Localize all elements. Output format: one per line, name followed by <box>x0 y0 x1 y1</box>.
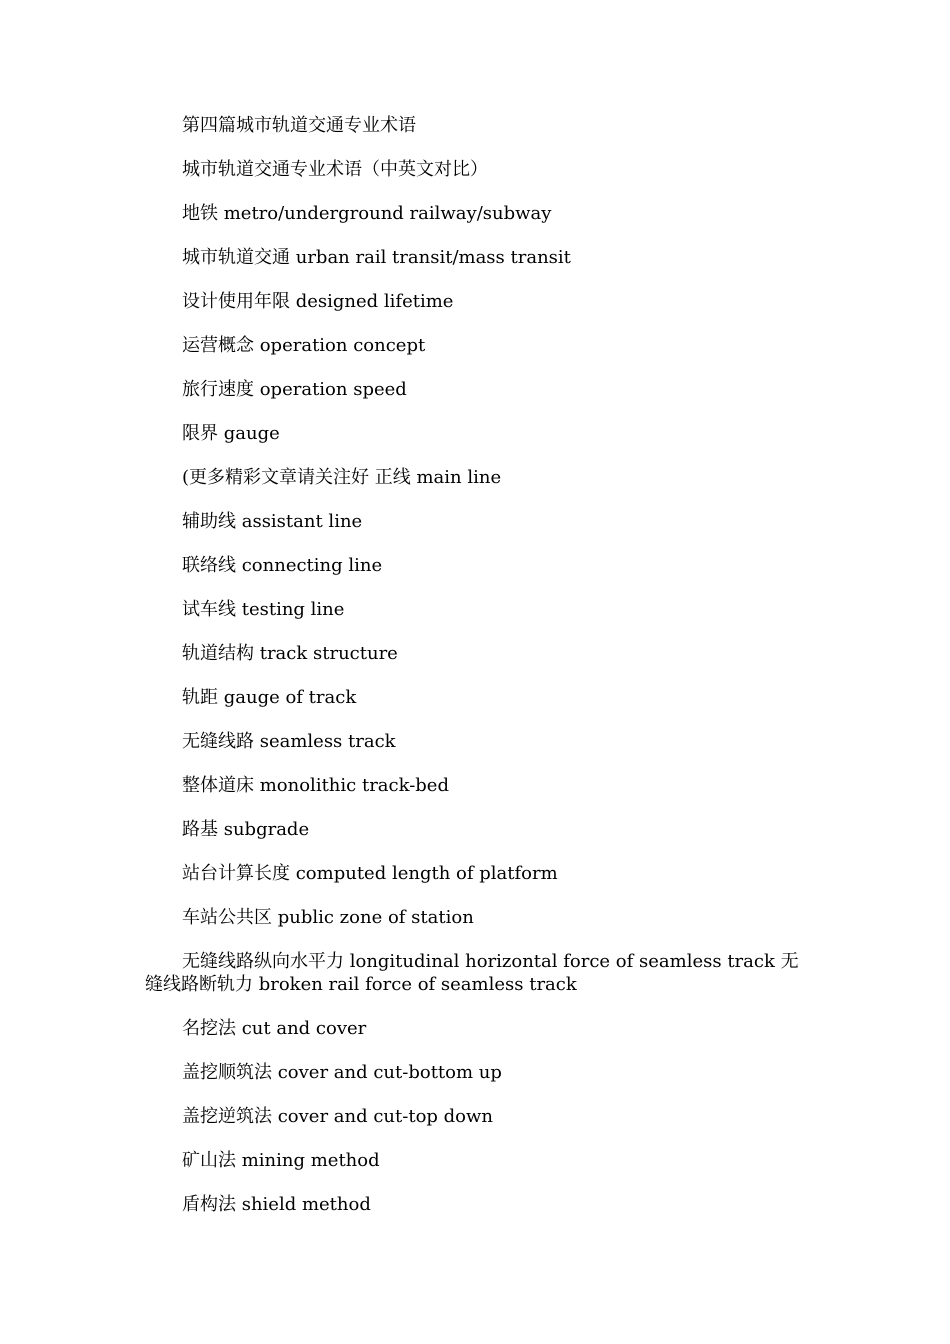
term-line: 站台计算长度 computed length of platform <box>182 863 558 884</box>
term-line: 试车线 testing line <box>182 599 345 620</box>
term-line: 无缝线路 seamless track <box>182 731 396 752</box>
term-line: 限界 gauge <box>182 423 280 444</box>
document-subheading: 城市轨道交通专业术语（中英文对比） <box>182 159 488 180</box>
term-line: 无缝线路纵向水平力 longitudinal horizontal force of seamless track 无缝线路断轨力 broken rail force of seamless track <box>145 951 799 995</box>
term-line: 旅行速度 operation speed <box>182 379 407 400</box>
document-body <box>145 114 810 1237</box>
term-line: 城市轨道交通 urban rail transit/mass transit <box>182 247 571 268</box>
term-line: 盖挖逆筑法 cover and cut-top down <box>182 1106 494 1127</box>
term-line: 盾构法 shield method <box>182 1194 371 1215</box>
term-line: 轨距 gauge of track <box>182 687 357 708</box>
term-line: 轨道结构 track structure <box>182 643 398 664</box>
term-line: 盖挖顺筑法 cover and cut-bottom up <box>182 1062 502 1083</box>
term-line: 联络线 connecting line <box>182 555 383 576</box>
term-line: 名挖法 cut and cover <box>182 1018 367 1039</box>
term-line: (更多精彩文章请关注好 正线 main line <box>182 467 502 488</box>
term-line: 运营概念 operation concept <box>182 335 426 356</box>
term-line: 矿山法 mining method <box>182 1150 380 1171</box>
term-line: 路基 subgrade <box>182 819 310 840</box>
term-line: 车站公共区 public zone of station <box>182 907 474 928</box>
term-line: 设计使用年限 designed lifetime <box>182 291 454 312</box>
term-line: 地铁 metro/underground railway/subway <box>182 203 552 224</box>
term-line: 辅助线 assistant line <box>182 511 363 532</box>
term-line: 整体道床 monolithic track-bed <box>182 775 449 796</box>
document-heading: 第四篇城市轨道交通专业术语 <box>182 115 416 136</box>
